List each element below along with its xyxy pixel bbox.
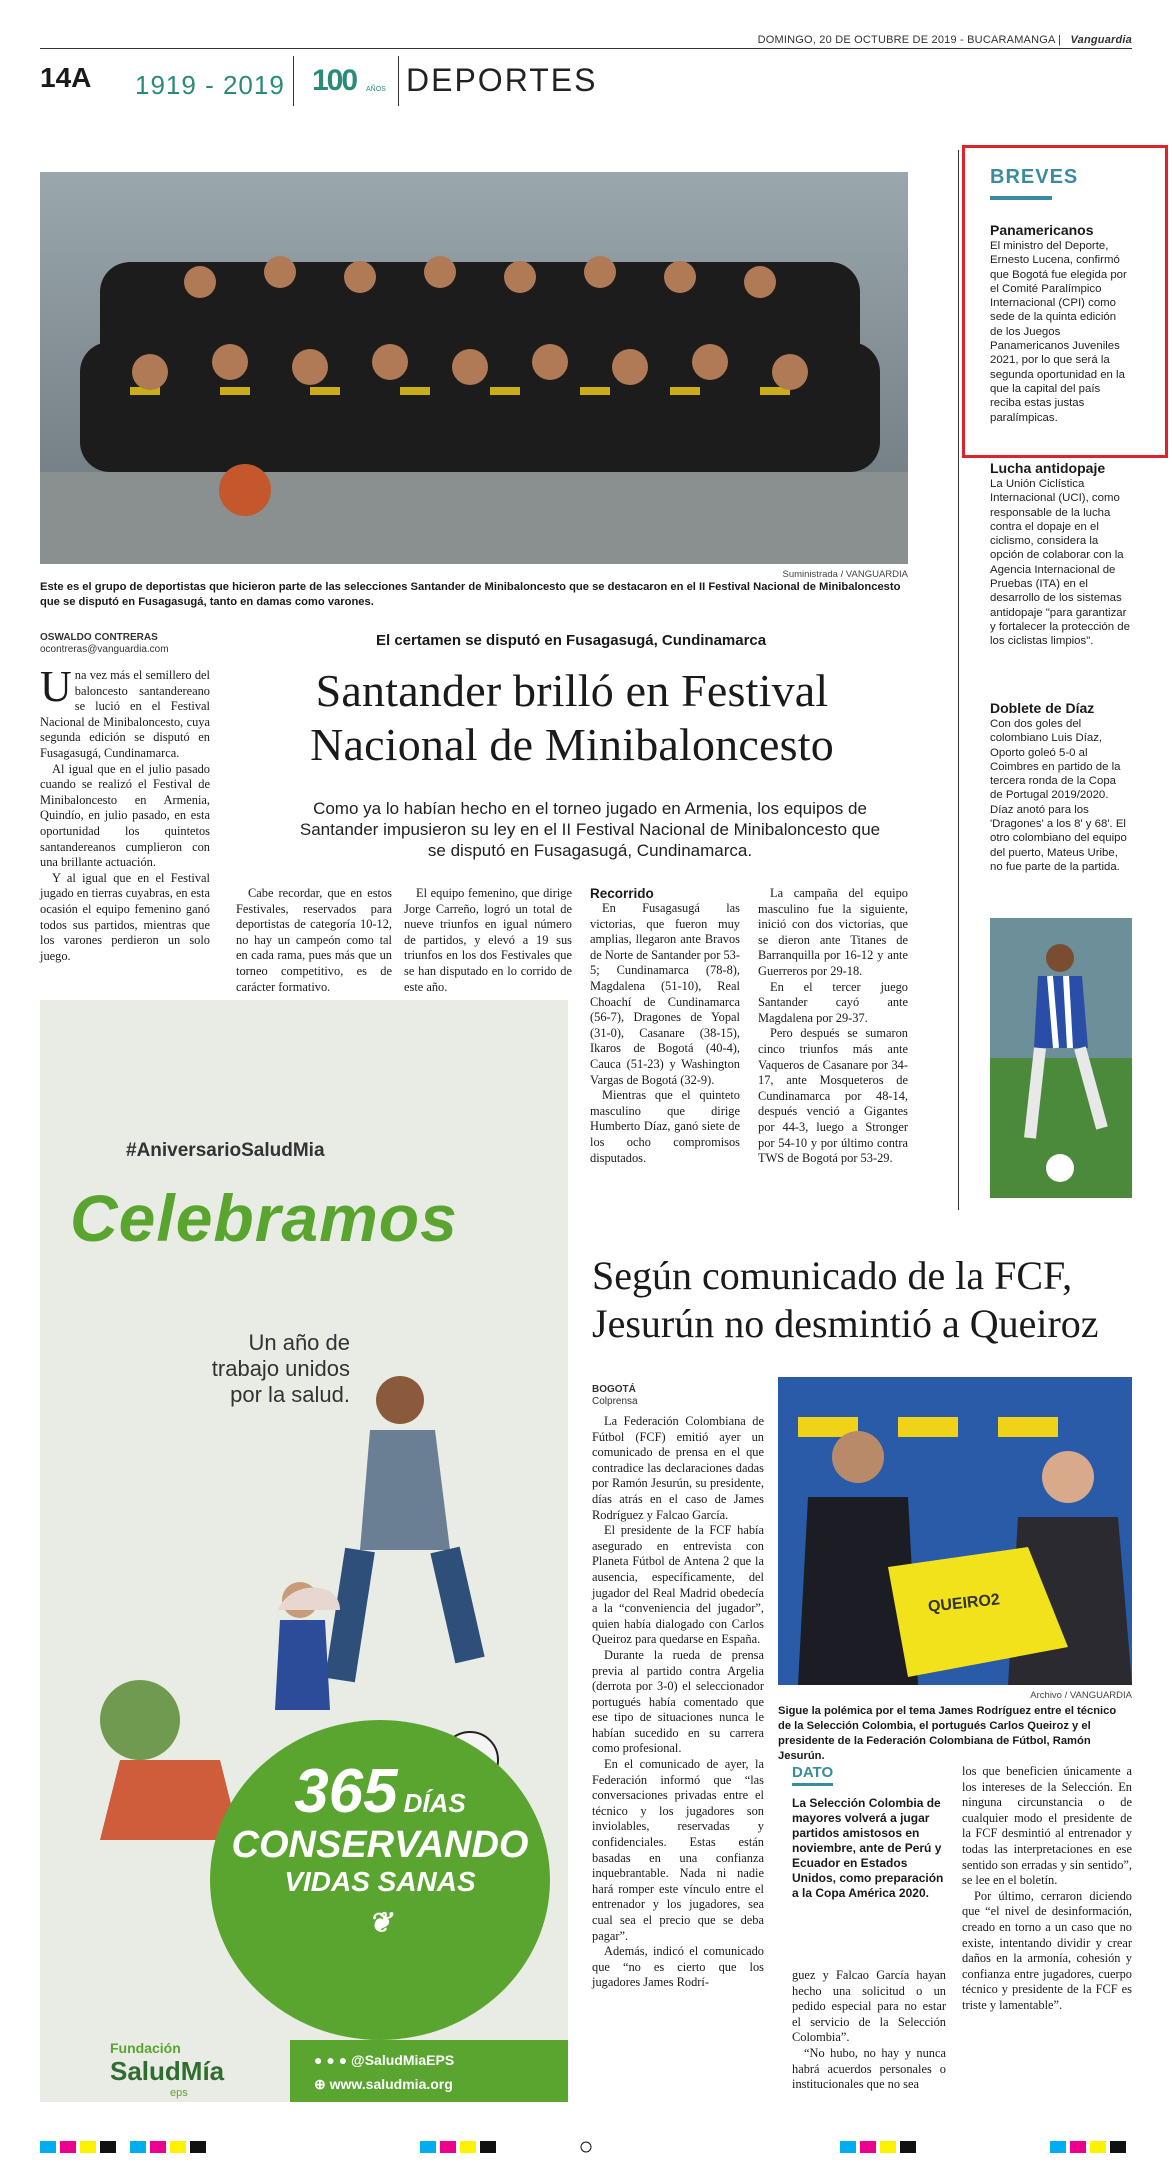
leaf-icon: ❦ xyxy=(368,1907,392,1938)
brief-item xyxy=(990,700,1130,874)
kicker: El certamen se disputó en Fusagasugá, Cundinamarca xyxy=(376,632,767,649)
article2-byline xyxy=(592,1384,732,1408)
article2-headline xyxy=(592,1252,1132,1348)
dato-box xyxy=(792,1764,946,1901)
ad-subtitle-line: por la salud. xyxy=(230,1382,350,1407)
brand-name: Vanguardia xyxy=(1070,34,1132,46)
brief-text: El ministro del Deporte, Ernesto Lucena, confirmó que Bogotá fue elegida por el Comité Paralímpico Internacional (CPI) como sede de la quinta edición de los Juegos Panamericanos Juveniles 2021, por lo que será la segunda oportunidad en la que la capital del país reciba estas justas paralímpicas. xyxy=(990,240,1127,424)
breves-title: BREVES xyxy=(990,166,1079,188)
fcf-photo-credit: Archivo / VANGUARDIA xyxy=(1030,1690,1132,1701)
headline-line-2: Jesurún no desmintió a Queiroz xyxy=(592,1301,1099,1346)
ad-brand-name: SaludMía xyxy=(110,2056,225,2086)
paragraph: Por último, cerraron diciendo que “el nivel de desinformación, creado en torno a un caso que no existe, intentando dividir y crear daños en la armonía, cohesión y confianza entre jugadores, cuerpo técnico y presidente de la FCF es triste y lamentable”. xyxy=(962,1888,1132,2012)
paragraph: guez y Falcao García hayan hecho una solicitud o un pedido especial para no estar el servicio de la Selección Colombia”. xyxy=(792,1968,946,2045)
article1-column-2 xyxy=(236,886,392,995)
paragraph: los que beneficien únicamente a los intereses de la Selección. En ninguna circunstancia o de cualquier modo el presidente de la FCF desmintió al entrenador y todas las interpretaciones en ese sentido son erradas y sin sentido”, se lee en el boletín. xyxy=(962,1764,1132,1888)
article2-column-2 xyxy=(792,1968,946,2093)
paragraph: El presidente de la FCF había asegurado en entrevista con Planeta Fútbol de Antena 2 que la ausencia, específicamente, del jugador del Real Madrid obedecía a la “conveniencia del jugador”, quien había dialogado con Carlos Queiroz para quedarse en España. xyxy=(592,1523,764,1647)
paragraph: En el tercer juego Santander cayó ante Magdalena por 29-37. xyxy=(758,979,908,1025)
byline xyxy=(40,632,220,656)
byline-agency: Colprensa xyxy=(592,1396,638,1407)
paragraph: Durante la rueda de prensa previa al partido contra Argelia (derrota por 3-0) el seleccionador portugués había comentado que ese tipo de situaciones nunca le habían sucedido en su carrera como profesional. xyxy=(592,1647,764,1756)
photo-caption: Este es el grupo de deportistas que hicieron parte de las selecciones Santander de Minibaloncesto que se destacaron en el II Festival Nacional de Minibaloncesto que se disputó en Fusagasugá, tanto en damas como varones. xyxy=(40,581,901,608)
dek: Como ya lo habían hecho en el torneo jugado en Armenia, los equipos de Santander impusieron su ley en el II Festival Nacional de Minibaloncesto que se disputó en Fusagasugá, Cundinamarca. xyxy=(299,799,881,860)
ad-brand-eps: eps xyxy=(170,2087,188,2099)
anniversary-years: 1919 - 2019 xyxy=(135,70,285,100)
drop-cap: U xyxy=(40,662,72,711)
article2-column-1 xyxy=(592,1414,764,1991)
dato-title: DATO xyxy=(792,1764,833,1786)
paragraph: Pero después se sumaron cinco triunfos más ante Vaqueros de Casanare por 34-17, ante Mosqueteros de Cundinamarca por 48-14, después venció a Gigantes por 44-3, luego a Stronger por 54-10 y por último contra TWS de Bogotá por 53-29. xyxy=(758,1026,908,1166)
logo-number: 100 xyxy=(312,64,357,97)
brief-item xyxy=(990,460,1130,649)
breves-rule xyxy=(958,150,959,1210)
paragraph-text: na vez más el semillero del baloncesto santandereano se lució en el Festival Nacional de Minibaloncesto, cuya segunda edición se disputó en Fusagasugá, Cundinamarca. xyxy=(40,668,210,760)
ad-365-block xyxy=(220,1757,540,1939)
logo-small: AÑOS xyxy=(366,86,386,93)
article1-column-4 xyxy=(590,886,740,1166)
page-number: 14A xyxy=(40,62,92,93)
paragraph: En el comunicado de ayer, la Federación informó que “las conversaciones privadas entre el técnico y los jugadores son inviolables, reservadas y confidenciales. Estas están basadas en una confianza inquebrantable. Nada ni nadie hará romper este vínculo entre el entrenador y los jugadores, sea cual sea el precio que se deba pagar”. xyxy=(592,1757,764,1943)
ad-contact-bar xyxy=(290,2040,568,2102)
ad-social[interactable]: @SaludMiaEPS xyxy=(351,2052,455,2068)
masthead-separator xyxy=(293,56,294,106)
article1-column-3 xyxy=(404,886,572,995)
registration-strip xyxy=(40,2140,1132,2152)
fcf-photo-illustration xyxy=(778,1377,1132,1685)
anniversary-logo xyxy=(312,64,386,104)
team-photo-illustration xyxy=(40,172,908,564)
article2-column-3 xyxy=(962,1764,1132,2014)
ad-web[interactable]: www.saludmia.org xyxy=(329,2076,453,2092)
paragraph: Cabe recordar, que en estos Festivales, reservados para deportistas de categoría 10-12, no hay un campeón como tal en cada rama, pues más que un torneo competitivo, es de carácter formativo. xyxy=(236,886,392,994)
ad-vidas-sanas: VIDAS SANAS xyxy=(284,1866,476,1897)
ad-conservando: CONSERVANDO xyxy=(231,1824,529,1866)
player-photo xyxy=(990,918,1132,1198)
paragraph: Mientras que el quinteto masculino que dirige Humberto Díaz, ganó siete de los ocho compromisos disputados. xyxy=(590,1088,740,1165)
dateline-text: DOMINGO, 20 DE OCTUBRE DE 2019 - BUCARAMANGA xyxy=(757,34,1055,46)
ad-365: 365 xyxy=(294,1757,398,1826)
paragraph: “No hubo, no hay y nunca habrá acuerdos personales o institucionales que no sea xyxy=(792,2045,946,2092)
section-title: DEPORTES xyxy=(406,62,598,98)
article1-column-1 xyxy=(40,662,210,964)
ad-dias: DÍAS xyxy=(403,1788,466,1818)
subhead: Recorrido xyxy=(590,886,654,901)
ad-brand-small: Fundación xyxy=(110,2040,181,2056)
paragraph: En Fusagasugá las victorias, que fueron muy amplias, llegaron ante Bravos de Norte de Santander por 53-5; Cundinamarca (78-8), Magdalena (51-10), Real Choachí de Cundinamarca (56-7), Dragones de Yopal (31-0), Casanare (38-15), Ikaros de Bogotá (40-4), Cauca (51-23) y Washington Vargas de Bogotá (32-9). xyxy=(590,901,740,1087)
headline xyxy=(236,664,908,772)
brief-title: Lucha antidopaje xyxy=(990,460,1106,476)
paragraph xyxy=(40,662,210,762)
masthead-rule xyxy=(40,48,1132,49)
team-photo xyxy=(40,172,908,564)
brief-title: Panamericanos xyxy=(990,222,1094,238)
dateline: DOMINGO, 20 DE OCTUBRE DE 2019 - BUCARAMANGA | Vanguardia xyxy=(757,34,1132,46)
paragraph: Al igual que en el julio pasado cuando se realizó el Festival de Minibaloncesto en Armenia, Quindío, en julio pasado, en esta oportunidad los quintetos santandereanos cumplieron con una brillante actuación. xyxy=(40,761,210,870)
social-icons: ● ● ● xyxy=(314,2052,352,2068)
fcf-photo-caption: Sigue la polémica por el tema James Rodríguez entre el técnico de la Selección Colombia, el portugués Carlos Queiroz y el presidente de la Federación Colombiana de Fútbol, Ramón Jesurún. xyxy=(778,1705,1117,1762)
brief-text: Con dos goles del colombiano Luis Díaz, Oporto goleó 5-0 al Coimbres en partido de la tercera ronda de la Copa de Portugal 2019/2020. Díaz anotó para los 'Dragones' a los 8' y 68'. El otro colombiano del equipo del puerto, Mateus Uribe, no fue parte de la partida. xyxy=(990,718,1127,873)
paragraph: La campaña del equipo masculino fue la siguiente, inició con dos victorias, que se dieron ante Titanes de Barranquilla por 16-12 y ante Guerreros por 29-18. xyxy=(758,886,908,978)
byline-name: OSWALDO CONTRERAS xyxy=(40,632,158,643)
paragraph: Además, indicó el comunicado que “no es cierto que los jugadores James Rodrí- xyxy=(592,1944,764,1990)
paragraph: La Federación Colombiana de Fútbol (FCF) emitió ayer un comunicado de prensa en el que contradice las declaraciones dadas por Ramón Jesurún, su presidente, días atrás en el caso de James Rodríguez y Falcao García. xyxy=(592,1414,764,1522)
saludmia-ad xyxy=(40,1000,568,2102)
headline-line-2: Nacional de Minibaloncesto xyxy=(310,719,834,770)
globe-icon: ⊕ xyxy=(314,2076,330,2092)
article1-column-5 xyxy=(758,886,908,1167)
paragraph: Y al igual que en el Festival jugado en tierras cuyabras, en esta ocasión el equipo femenino ganó todos sus partidos, mientras que los varones perdieron un solo juego. xyxy=(40,870,210,963)
brief-item xyxy=(990,222,1130,425)
ad-subtitle-line: trabajo unidos xyxy=(211,1356,350,1381)
masthead-separator-2 xyxy=(398,56,399,106)
byline-place: BOGOTÁ xyxy=(592,1384,636,1395)
dato-text: La Selección Colombia de mayores volverá a jugar partidos amistosos en noviembre, ante de Perú y Ecuador en Estados Unidos, como preparación a la Copa América 2020. xyxy=(792,1796,944,1900)
headline-line-1: Según comunicado de la FCF, xyxy=(592,1253,1073,1298)
brief-text: La Unión Ciclística Internacional (UCI), como responsable de la lucha contra el dopaje en el ciclismo, considera la opción de colaborar con la Agencia Internacional de Pruebas (ITA) en el desarrollo de los sistemas antidopaje "para garantizar y fortalecer la protección de los ciclistas limpios". xyxy=(990,478,1130,648)
ad-subtitle-line: Un año de xyxy=(248,1330,350,1355)
headline-line-1: Santander brilló en Festival xyxy=(315,665,829,716)
player-illustration xyxy=(990,918,1132,1198)
fcf-photo xyxy=(778,1377,1132,1685)
photo-credit: Suministrada / VANGUARDIA xyxy=(782,569,908,580)
paragraph: El equipo femenino, que dirige Jorge Carreño, logró un total de nueve triunfos en igual número de partidos, y elevó a 19 sus triunfos en los dos Festivales que se han disputado en lo corrido de este año. xyxy=(404,886,572,994)
registration-marks xyxy=(40,2141,1132,2153)
brief-title: Doblete de Díaz xyxy=(990,700,1095,716)
byline-email: ocontreras@vanguardia.com xyxy=(40,644,169,655)
ad-hashtag: #AniversarioSaludMia xyxy=(126,1140,325,1161)
breves-underline xyxy=(990,196,1052,200)
jersey-text: QUEIRO2 xyxy=(927,1591,1001,1616)
ad-brand xyxy=(110,2040,224,2099)
ad-headline: Celebramos xyxy=(70,1181,458,1255)
